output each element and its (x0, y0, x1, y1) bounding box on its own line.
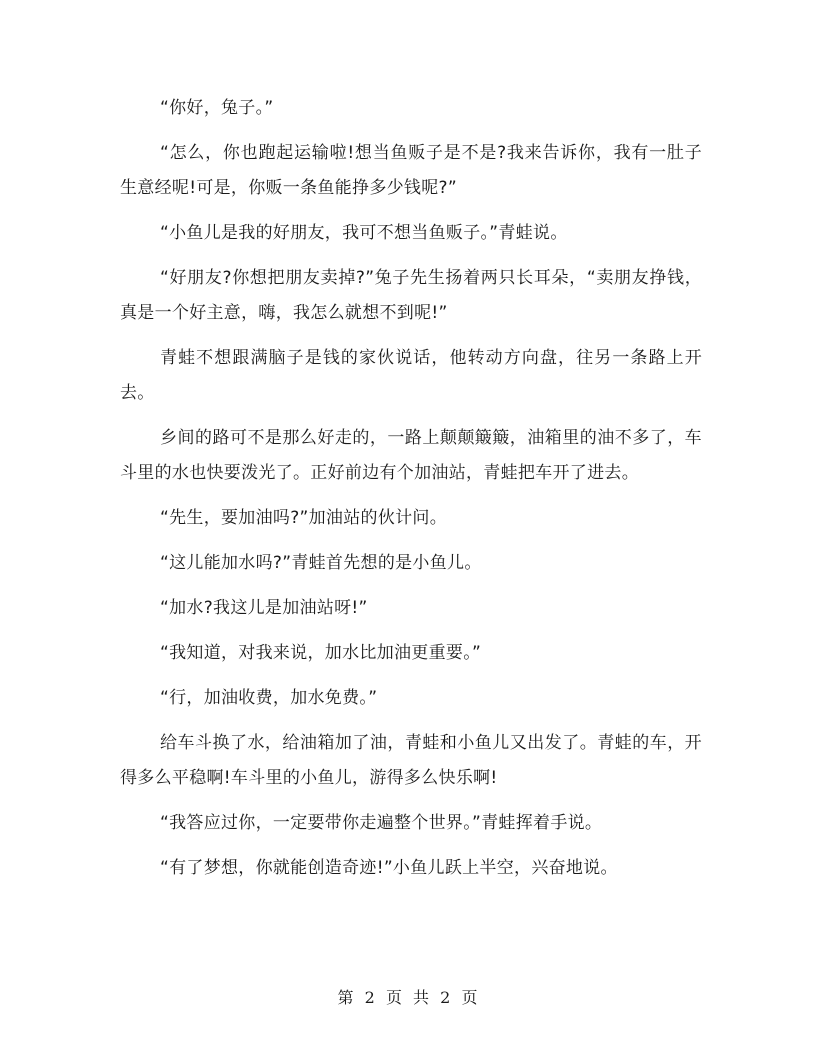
paragraph: “行，加油收费，加水免费。” (160, 688, 378, 708)
footer-prefix: 第 (337, 988, 355, 1007)
paragraph: 给车斗换了水，给油箱加了油，青蛙和小鱼儿又出发了。青蛙的车，开得多么平稳啊!车斗里的小鱼儿，游得多么快乐啊! (120, 733, 702, 788)
document-body (120, 91, 702, 896)
page-footer (0, 985, 816, 1008)
current-page-number: 2 (364, 988, 376, 1007)
paragraph: “怎么，你也跑起运输啦!想当鱼贩子是不是?我来告诉你，我有一肚子生意经呢!可是，你贩一条鱼能挣多少钱呢?” (120, 143, 702, 198)
total-pages-number: 2 (440, 988, 452, 1007)
footer-suffix: 页 (461, 988, 479, 1007)
paragraph: 青蛙不想跟满脑子是钱的家伙说话，他转动方向盘，往另一条路上开去。 (120, 348, 702, 403)
paragraph: 乡间的路可不是那么好走的，一路上颠颠簸簸，油箱里的油不多了，车斗里的水也快要泼光了。正好前边有个加油站，青蛙把车开了进去。 (120, 428, 702, 483)
footer-total-prefix: 共 (413, 988, 431, 1007)
paragraph: “小鱼儿是我的好朋友，我可不想当鱼贩子。”青蛙说。 (160, 223, 568, 243)
paragraph: “有了梦想，你就能创造奇迹!”小鱼儿跃上半空，兴奋地说。 (160, 858, 618, 878)
paragraph: “好朋友?你想把朋友卖掉?”兔子先生扬着两只长耳朵，“卖朋友挣钱，真是一个好主意，嗨，我怎么就想不到呢!” (120, 268, 702, 323)
paragraph: “我知道，对我来说，加水比加油更重要。” (160, 643, 482, 663)
paragraph: “你好，兔子。” (160, 98, 274, 118)
footer-page-word: 页 (385, 988, 403, 1007)
paragraph: “我答应过你，一定要带你走遍整个世界。”青蛙挥着手说。 (160, 813, 603, 833)
paragraph: “先生，要加油吗?”加油站的伙计问。 (160, 508, 448, 528)
paragraph: “这儿能加水吗?”青蛙首先想的是小鱼儿。 (160, 553, 482, 573)
paragraph: “加水?我这儿是加油站呀!” (160, 598, 368, 618)
